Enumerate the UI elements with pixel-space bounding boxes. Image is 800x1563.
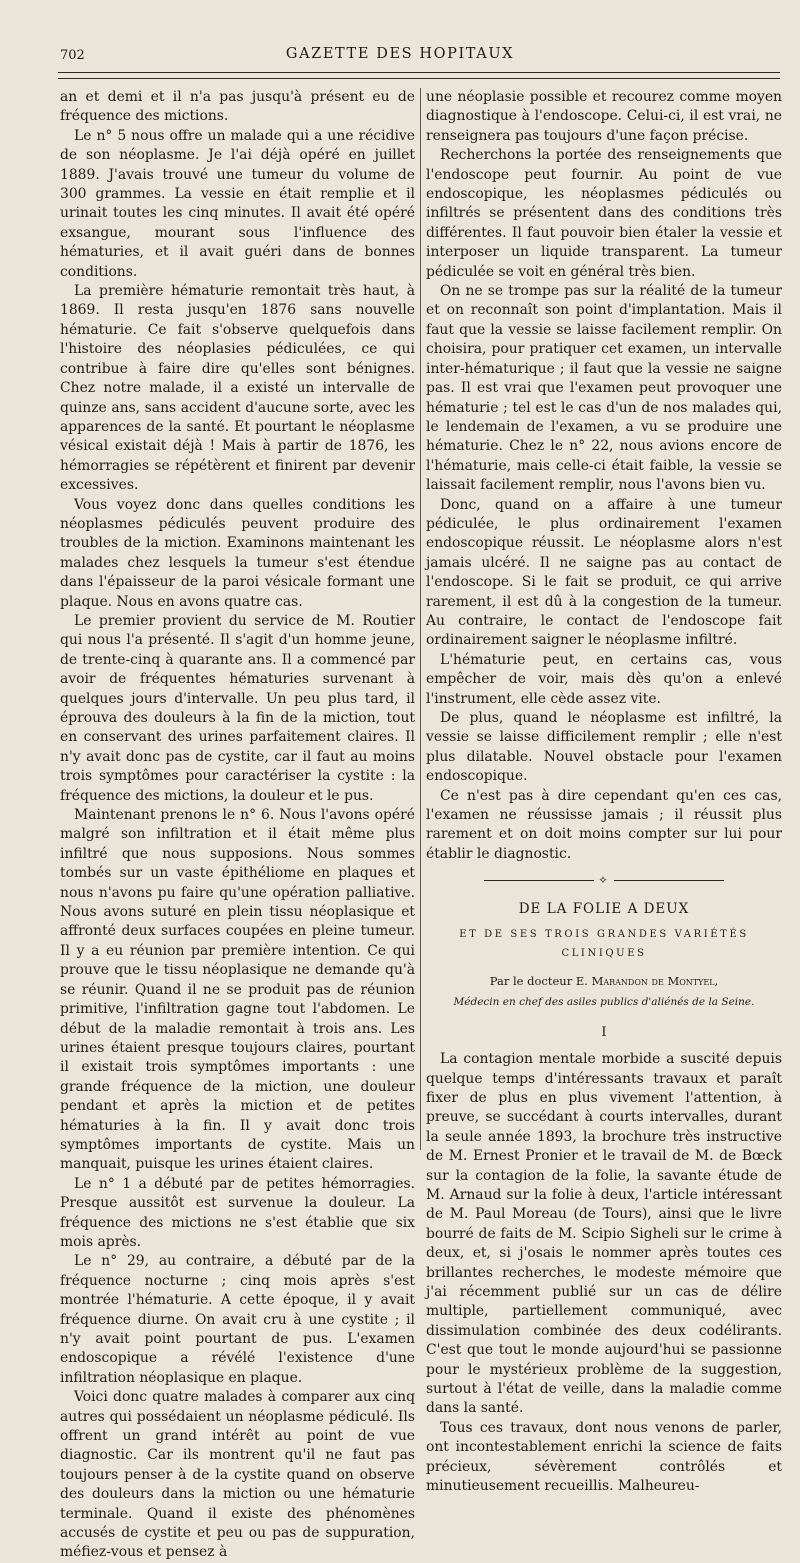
paragraph: Vous voyez donc dans quelles conditions les néoplasmes pédiculés peuvent produire des troubles de la miction. Examinons maintenant les malades chez lesquels la tumeur s'est étendue dans l'épaisseur de la paroi vésicale formant une plaque. Nous en avons quatre cas. [60,496,415,610]
header-rule-thin [58,78,780,79]
author-name: Marandon de Montyel, [591,973,719,988]
column-divider [420,88,421,1150]
paragraph: On ne se trompe pas sur la réalité de la tumeur et on reconnaît son point d'implantation. Mais il faut que la vessie se laisse facilement remplir. On choisira, pour pratiquer cet examen, un intervalle inter-hématurique ; il faut que la vessie ne saigne pas. Il est vrai que l'examen peut provoquer une hématurie ; tel est le cas d'un de nos malades qui, le lendemain de l'examen, a vu se produire une hématurie. Chez le n° 22, nous avions encore de l'hématurie, mais celle-ci était faible, la vessie se laissait facilement remplir, nous l'avons bien vu. [426,283,782,494]
left-column [60,88,415,1561]
paragraph: Le n° 29, au contraire, a débuté par de la fréquence nocturne ; cinq mois après s'est montrée l'hématurie. A cette époque, il y avait fréquence diurne. On avait cru à une cystite ; il n'y avait point pourtant de pus. L'examen endoscopique a révélé l'existence d'une infiltration néoplasique en plaque. [60,1253,415,1386]
paragraph: Le n° 5 nous offre un malade qui a une récidive de son néoplasme. Je l'ai déjà opéré en juillet 1889. J'avais trouvé une tumeur du volume de 300 grammes. La vessie en était remplie et il urinait toutes les cinq minutes. Il avait été opéré exsangue, mourant sous l'influence des hématuries, et il avait guéri dans de bonnes conditions. [60,127,415,280]
paragraph: De plus, quand le néoplasme est infiltré, la vessie se laisse difficilement remplir ; elle n'est plus dilatable. Nouvel obstacle pour l'examen endoscopique. [426,710,782,785]
page-header [0,44,800,68]
paragraph: La contagion mentale morbide a suscité depuis quelque temps d'intéressants travaux et paraît fixer de plus en plus vivement l'attention, à preuve, se succédant à courts intervalles, durant la seule année 1893, la brochure très instructive de M. Ernest Pronier et le travail de M. de Bœck sur la contagion de la folie, la savante étude de M. Arnaud sur la folie à deux, l'article intéressant de M. Paul Moreau (de Tours), ainsi que le livre bourré de faits de M. Scipio Sigheli sur le crime à deux, et, si j'osais le nommer après toutes ces brillantes recherches, le modeste mémoire que j'ai récemment publié sur un cas de délire multiple, partiellement communiqué, avec dissimulation combinée des deux codélirants. C'est que tout le monde aujourd'hui se passionne pour le mystérieux problème de la suggestion, surtout à l'état de veille, dans la maladie comme dans la santé. [426,1051,782,1417]
section-number: I [601,1024,607,1040]
paragraph: Ce n'est pas à dire cependant qu'en ces cas, l'examen ne réussisse jamais ; il réussit plus rarement et on doit moins compter sur lui pour établir le diagnostic. [426,787,782,862]
paragraph: Maintenant prenons le n° 6. Nous l'avons opéré malgré son infiltration et il était même plus infiltré que nous supposions. Nous sommes tombés sur un vaste épithéliome en plaques et nous n'avons pu faire qu'une opération palliative. Nous avons suturé en plein tissu néoplasique et affronté deux surfaces coupées en pleine tumeur. Il y a eu réunion par première intention. Ce qui prouve que le tissu néoplasique ne demande qu'à se réunir. Quand il ne se produit pas de réunion primitive, l'infiltration gagne tout l'abdomen. Le début de la maladie remontait à trois ans. Les urines étaient presque toujours claires, pourtant il existait trois symptômes importants : une grande fréquence de la miction, une douleur pendant et après la miction et de petites hématuries à la fin. Il y avait donc trois symptômes importants de cystite. Mais un manquait, puisque les urines étaient claires. [60,807,415,1173]
paragraph: Le n° 1 a débuté par de petites hémorragies. Presque aussitôt est survenue la douleur. La fréquence des mictions ne s'est établie que six mois après. [60,1175,415,1250]
paragraph: an et demi et il n'a pas jusqu'à présent eu de fréquence des mictions. [60,89,415,125]
section-ornament: ⟡ [426,870,782,889]
article-title: DE LA FOLIE A DEUX [518,900,690,917]
paragraph: Tous ces travaux, dont nous venons de parler, ont incontestablement enrichi la science de faits précieux, sévèrement contrôlés et minutieusement recueillis. Malheureu- [426,1419,782,1495]
paragraph: Le premier provient du service de M. Routier qui nous l'a présenté. Il s'agit d'un homme jeune, de trente-cinq à quarante ans. Il a commencé par avoir de fréquentes hématuries survenant à quelques jours d'intervalle. Un peu plus tard, il éprouva des douleurs à la fin de la miction, tout en conservant des urines parfaitement claires. Il n'y avait donc pas de cystite, car il faut au moins trois symptômes pour caractériser la cystite : la fréquence des mictions, la douleur et le pus. [60,612,415,804]
paragraph: Donc, quand on a affaire à une tumeur pédiculée, le plus ordinairement l'examen endoscopique réussit. Le néoplasme alors n'est jamais ulcéré. Il ne saigne pas au contact de l'endoscope. Si le fait se produit, ce qui arrive rarement, il est dû à la congestion de la tumeur. Au contraire, le contact de l'endoscope fait ordinairement saigner le néoplasme infiltré. [426,496,782,649]
paragraph: Recherchons la portée des renseignements que l'endoscope peut fournir. Au point de vue endoscopique, les néoplasmes pédiculés ou infiltrés se présentent dans des conditions très différentes. Il faut pouvoir bien étaler la vessie et interposer un liquide transparent. La tumeur pédiculée se voit en général très bien. [426,147,782,280]
paragraph: une néoplasie possible et recourez comme moyen diagnostique à l'endoscope. Celui-ci, il est vrai, ne renseignera pas toujours d'une façon précise. [426,89,782,144]
page-number: 702 [60,48,85,63]
article-subtitle: ET DE SES TROIS GRANDES VARIÉTÉS CLINIQUES [459,929,749,960]
author-prefix: Par le docteur E. [489,973,588,988]
paragraph: Voici donc quatre malades à comparer aux cinq autres qui possédaient un néoplasme pédiculé. Ils offrent un grand intérêt au point de vue diagnostic. Car ils montrent qu'il ne faut pas toujours penser à de la cystite quand on observe des douleurs dans la miction ou une hématurie terminale. Quand il existe des phénomènes accusés de cystite et peu ou pas de suppuration, méfiez-vous et pensez à [60,1389,415,1561]
paragraph: L'hématurie peut, en certains cas, vous empêcher de voir, mais dès qu'on a enlevé l'instrument, elle cède assez vite. [426,651,782,707]
author-affiliation: Médecin en chef des asiles publics d'aliénés de la Seine. [453,996,755,1009]
article-author [426,972,782,991]
header-rule [58,72,780,73]
right-column [426,88,782,1495]
paragraph: La première hématurie remontait très haut, à 1869. Il resta jusqu'en 1876 sans nouvelle hématurie. Ce fait s'observe quelquefois dans l'histoire des néoplasies pédiculées, ce qui contribue à faire dire qu'elles sont bénignes. Chez notre malade, il a existé un intervalle de quinze ans, sans accident d'aucune sorte, avec les apparences de la santé. Et pourtant le néoplasme vésical existait déjà ! Mais à partir de 1876, les hémorragies se répétèrent et finirent par devenir excessives. [60,283,415,494]
running-title: GAZETTE DES HOPITAUX [285,46,515,62]
